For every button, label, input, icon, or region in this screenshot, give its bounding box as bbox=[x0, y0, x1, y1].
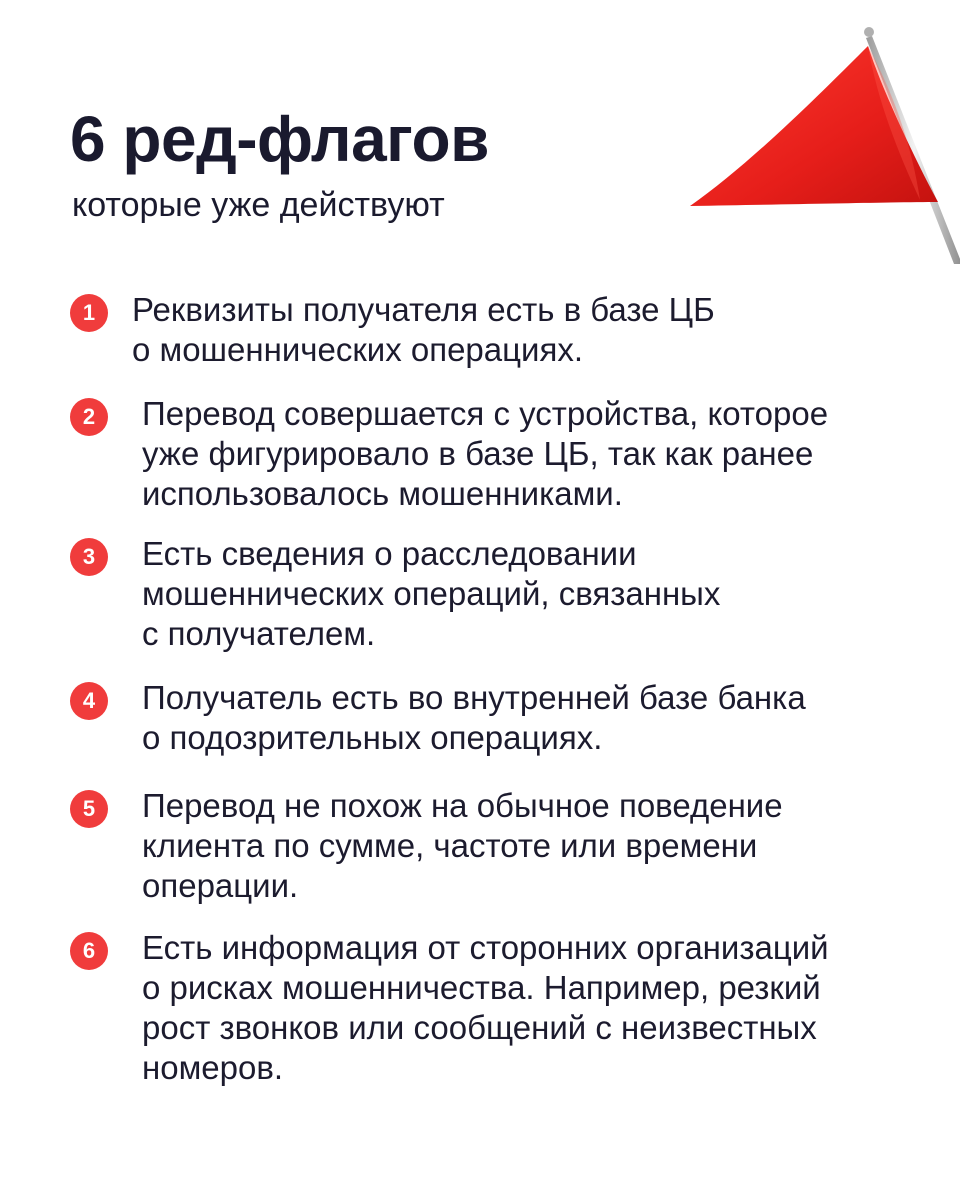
red-flag-icon bbox=[680, 14, 960, 264]
number-badge: 3 bbox=[70, 538, 108, 576]
page-title: 6 ред-флагов bbox=[70, 103, 489, 175]
page-subtitle: которые уже действуют bbox=[72, 186, 445, 224]
list-item-text: Перевод не похож на обычное поведение клиента по сумме, частоте или времени операции. bbox=[142, 787, 783, 904]
red-flags-list bbox=[70, 290, 910, 1098]
list-item bbox=[70, 534, 910, 678]
number-badge: 5 bbox=[70, 790, 108, 828]
list-item bbox=[70, 786, 910, 928]
number-badge: 4 bbox=[70, 682, 108, 720]
list-item bbox=[70, 394, 910, 534]
number-badge: 2 bbox=[70, 398, 108, 436]
list-item-text: Перевод совершается с устройства, которое уже фигурировало в базе ЦБ, так как ранее использовалось мошенниками. bbox=[142, 395, 829, 512]
list-item-text: Есть сведения о расследовании мошеннических операций, связанных с получателем. bbox=[142, 535, 721, 652]
list-item bbox=[70, 290, 910, 394]
number-badge: 1 bbox=[70, 294, 108, 332]
list-item-text: Реквизиты получателя есть в базе ЦБ о мошеннических операциях. bbox=[132, 291, 715, 368]
list-item-text: Есть информация от сторонних организаций о рисках мошенничества. Например, резкий рост звонков или сообщений с неизвестных номеров. bbox=[142, 929, 829, 1086]
number-badge: 6 bbox=[70, 932, 108, 970]
list-item bbox=[70, 678, 910, 786]
list-item bbox=[70, 928, 910, 1098]
list-item-text: Получатель есть во внутренней базе банка о подозрительных операциях. bbox=[142, 679, 806, 756]
